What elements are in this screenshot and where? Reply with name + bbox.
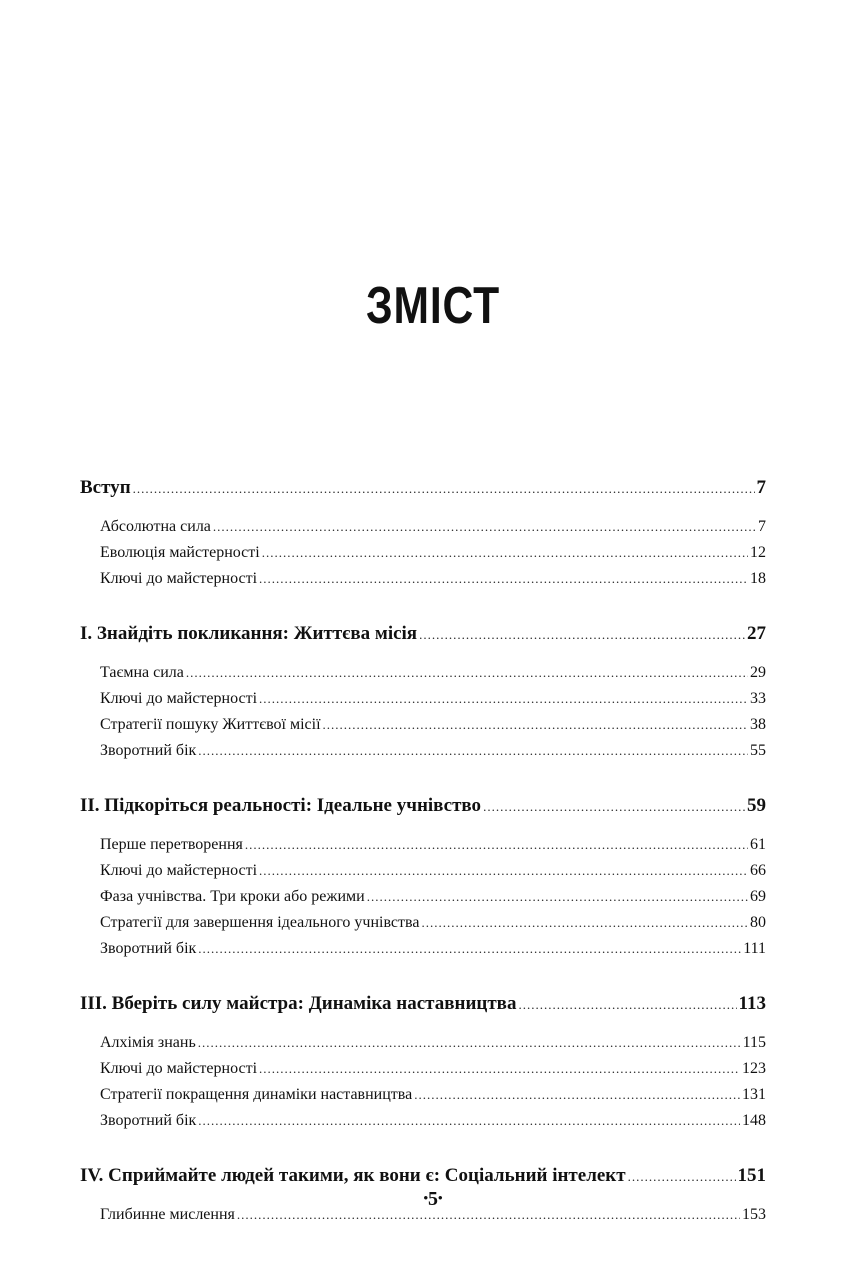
toc-entry-title: Перше перетворення <box>100 836 243 853</box>
toc-entry-title: Фаза учнівства. Три кроки або режими <box>100 888 365 905</box>
toc-entry[interactable] <box>80 1034 766 1060</box>
toc-entry[interactable] <box>80 716 766 742</box>
dot-leader <box>421 915 748 931</box>
dot-leader <box>628 1169 736 1185</box>
toc-heading-title: I. Знайдіть покликання: Життєва місія <box>80 623 418 644</box>
dot-leader <box>367 889 748 905</box>
toc-entry-page: 115 <box>742 1034 766 1051</box>
folio-bullet-right: • <box>438 1190 443 1205</box>
toc-entry[interactable] <box>80 742 766 768</box>
toc-entry-page: 61 <box>750 836 766 853</box>
dot-leader <box>259 691 748 707</box>
page-number <box>0 1188 866 1211</box>
toc-entry-page: 12 <box>750 544 766 561</box>
dot-leader <box>245 837 748 853</box>
toc-entry-title: Стратегії пошуку Життєвої місії <box>100 716 321 733</box>
toc-entry[interactable] <box>80 690 766 716</box>
toc-entry[interactable] <box>80 664 766 690</box>
toc-entry-title: Таємна сила <box>100 664 184 681</box>
toc-entry-title: Абсолютна сила <box>100 518 211 535</box>
dot-leader <box>198 1035 741 1051</box>
page-title: ЗМІСТ <box>366 277 500 335</box>
toc-entry[interactable] <box>80 518 766 544</box>
toc-entry-page: 123 <box>742 1060 766 1077</box>
toc-entry-title: Глибинне мислення <box>100 1206 235 1223</box>
toc-heading-title: II. Підкоріться реальності: Ідеальне учнівство <box>80 795 482 816</box>
toc-entry[interactable] <box>80 862 766 888</box>
toc-entry[interactable] <box>80 544 766 570</box>
toc-heading-title: III. Вберіть силу майстра: Динаміка наставництва <box>80 993 517 1014</box>
toc-entry-page: 29 <box>750 664 766 681</box>
toc-entry[interactable] <box>80 1086 766 1112</box>
toc-entry-title: Ключі до майстерності <box>100 1060 258 1077</box>
toc-heading-title: Вступ <box>80 477 131 498</box>
dot-leader <box>213 519 756 535</box>
toc-entry-title: Алхімія знань <box>100 1034 196 1051</box>
toc-entry-page: 148 <box>742 1112 766 1129</box>
toc-heading-page: 59 <box>747 795 766 816</box>
toc-heading[interactable] <box>80 477 766 509</box>
dot-leader <box>259 863 748 879</box>
toc-entry-page: 131 <box>742 1086 766 1103</box>
table-of-contents <box>80 477 766 1259</box>
toc-entry-title: Ключі до майстерності <box>100 690 258 707</box>
toc-entry-title: Ключі до майстерності <box>100 570 258 587</box>
dot-leader <box>518 997 736 1013</box>
toc-entry-page: 80 <box>750 914 766 931</box>
toc-entry[interactable] <box>80 836 766 862</box>
folio-number: 5 <box>428 1188 438 1210</box>
dot-leader <box>198 1113 740 1129</box>
toc-heading[interactable] <box>80 993 766 1025</box>
toc-entry-page: 55 <box>750 742 766 759</box>
dot-leader <box>259 1061 740 1077</box>
dot-leader <box>414 1087 740 1103</box>
dot-leader <box>133 481 755 497</box>
dot-leader <box>262 545 748 561</box>
toc-entry-title: Зворотний бік <box>100 742 197 759</box>
toc-entry-title: Ключі до майстерності <box>100 862 258 879</box>
toc-section <box>80 795 766 966</box>
toc-entry-title: Стратегії для завершення ідеального учнівства <box>100 914 420 931</box>
toc-entry-page: 111 <box>743 940 766 957</box>
toc-entry-page: 66 <box>750 862 766 879</box>
dot-leader <box>198 743 748 759</box>
toc-entry[interactable] <box>80 940 766 966</box>
toc-entry[interactable] <box>80 570 766 596</box>
dot-leader <box>259 571 748 587</box>
toc-entry-title: Еволюція майстерності <box>100 544 260 561</box>
dot-leader <box>323 717 748 733</box>
toc-entry-page: 7 <box>758 518 766 535</box>
dot-leader <box>186 665 748 681</box>
dot-leader <box>198 941 741 957</box>
toc-entry[interactable] <box>80 1060 766 1086</box>
toc-entry[interactable] <box>80 1112 766 1138</box>
toc-heading-page: 151 <box>737 1165 766 1186</box>
toc-heading[interactable] <box>80 623 766 655</box>
toc-entry-page: 38 <box>750 716 766 733</box>
toc-section <box>80 993 766 1138</box>
toc-entry[interactable] <box>80 888 766 914</box>
toc-heading[interactable] <box>80 795 766 827</box>
toc-entry-title: Стратегії покращення динаміки наставництва <box>100 1086 413 1103</box>
toc-heading-title: IV. Сприймайте людей такими, як вони є: Соціальний інтелект <box>80 1165 626 1186</box>
toc-heading-page: 7 <box>756 477 766 498</box>
toc-entry-page: 153 <box>742 1206 766 1223</box>
dot-leader <box>419 627 745 643</box>
toc-section <box>80 477 766 596</box>
toc-entry-page: 33 <box>750 690 766 707</box>
toc-heading-page: 113 <box>738 993 766 1014</box>
dot-leader <box>483 799 745 815</box>
toc-entry-title: Зворотний бік <box>100 1112 197 1129</box>
folio-bullet-left: • <box>423 1190 428 1205</box>
toc-entry-page: 69 <box>750 888 766 905</box>
toc-entry-page: 18 <box>750 570 766 587</box>
toc-heading-page: 27 <box>747 623 766 644</box>
toc-entry[interactable] <box>80 914 766 940</box>
toc-entry-title: Зворотний бік <box>100 940 197 957</box>
toc-section <box>80 623 766 768</box>
